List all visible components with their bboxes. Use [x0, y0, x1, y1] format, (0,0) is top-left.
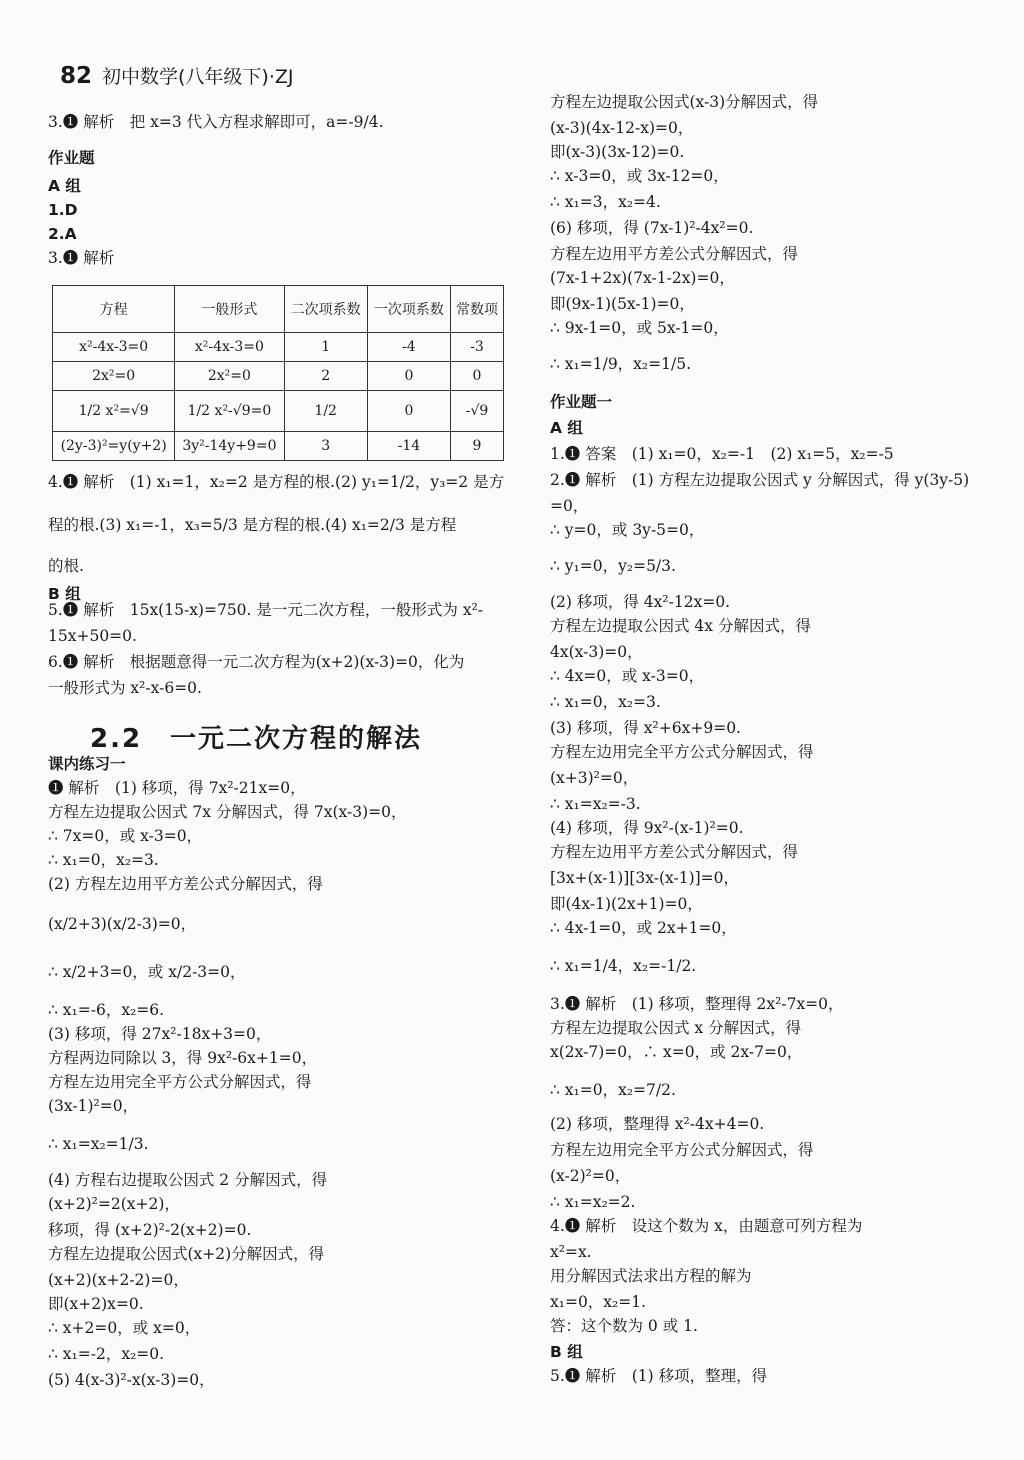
text-line: ∴ x₁=x₂=1/3.: [48, 1135, 149, 1153]
table-cell: 1/2 x²=√9: [53, 391, 175, 432]
text-line: (4) 移项，得 9x²-(x-1)²=0.: [550, 819, 744, 837]
text-line: 方程左边提取公因式 7x 分解因式，得 7x(x-3)=0，: [48, 803, 407, 821]
text-line: (6) 移项，得 (7x-1)²-4x²=0.: [550, 219, 754, 237]
table-row: [53, 432, 504, 461]
text-line: (3) 移项，得 27x²-18x+3=0，: [48, 1025, 272, 1043]
text-line: 4.❶ 解析 (1) x₁=1，x₂=2 是方程的根.(2) y₁=1/2，y₃=2 是方: [48, 473, 505, 491]
text-line: 即(4x-1)(2x+1)=0，: [550, 895, 703, 913]
text-line: (x+2)(x+2-2)=0，: [48, 1271, 189, 1289]
text-line: ∴ y=0，或 3y-5=0，: [550, 521, 705, 539]
table-cell: -3: [451, 333, 504, 362]
text-line: 即(x+2)x=0.: [48, 1295, 144, 1313]
table-header-cell: 常数项: [451, 286, 504, 333]
text-line: ∴ x-3=0，或 3x-12=0，: [550, 167, 729, 185]
text-line: ∴ x₁=3，x₂=4.: [550, 193, 661, 211]
table-cell: x²-4x-3=0: [175, 333, 284, 362]
text-line: ∴ x₁=-6，x₂=6.: [48, 1001, 165, 1019]
text-line: 6.❶ 解析 根据题意得一元二次方程为(x+2)(x-3)=0，化为: [48, 653, 465, 671]
table-cell: (2y-3)²=y(y+2): [53, 432, 175, 461]
text-line: (2) 移项，得 4x²-12x=0.: [550, 593, 731, 611]
text-line: ∴ x₁=x₂=-3.: [550, 795, 641, 813]
text-line: (x-3)(4x-12-x)=0，: [550, 119, 694, 137]
text-line: 程的根.(3) x₁=-1，x₃=5/3 是方程的根.(4) x₁=2/3 是方程: [48, 516, 457, 534]
text-line: 即(x-3)(3x-12)=0.: [550, 143, 685, 161]
table-header-cell: 一次项系数: [367, 286, 450, 333]
text-line: (x+3)²=0，: [550, 769, 639, 787]
text-line: (7x-1+2x)(7x-1-2x)=0，: [550, 269, 735, 287]
section-heading: B 组: [48, 585, 81, 603]
text-line: 用分解因式法求出方程的解为: [550, 1267, 752, 1285]
text-line: 1.❶ 答案 (1) x₁=0，x₂=-1 (2) x₁=5，x₂=-5: [550, 445, 894, 463]
table-cell: 2x²=0: [175, 362, 284, 391]
text-line: 即(9x-1)(5x-1)=0，: [550, 295, 695, 313]
text-line: 2.❶ 解析 (1) 方程左边提取公因式 y 分解因式，得 y(3y-5): [550, 471, 970, 489]
text-line: 方程左边提取公因式 4x 分解因式，得: [550, 617, 811, 635]
text-line: 方程左边用完全平方公式分解因式，得: [550, 1141, 814, 1159]
text-line: =0，: [550, 497, 589, 515]
table-header-cell: 二次项系数: [284, 286, 367, 333]
text-line: 方程左边用完全平方公式分解因式，得: [48, 1073, 312, 1091]
section-heading: 1.D: [48, 201, 78, 219]
text-line: (4) 方程右边提取公因式 2 分解因式，得: [48, 1171, 328, 1189]
table-row: [53, 333, 504, 362]
text-line: (x/2+3)(x/2-3)=0，: [48, 915, 197, 933]
page-number: 82: [60, 63, 93, 89]
table-cell: 0: [367, 362, 450, 391]
text-line: ∴ x₁=1/9，x₂=1/5.: [550, 355, 691, 373]
text-line: ∴ 4x=0，或 x-3=0，: [550, 667, 705, 685]
section-heading: 作业题: [48, 149, 95, 167]
text-line: (5) 4(x-3)²-x(x-3)=0，: [48, 1371, 215, 1389]
text-line: 方程左边提取公因式 x 分解因式，得: [550, 1019, 802, 1037]
text-line: x₁=0，x₂=1.: [550, 1293, 647, 1311]
table-header-cell: 一般形式: [175, 286, 284, 333]
text-line: 的根.: [48, 557, 84, 575]
text-line: 答：这个数为 0 或 1.: [550, 1317, 698, 1335]
text-line: (2) 移项，整理得 x²-4x+4=0.: [550, 1115, 765, 1133]
table-cell: 0: [367, 391, 450, 432]
text-line: 5.❶ 解析 (1) 移项，整理，得: [550, 1367, 768, 1385]
text-line: ∴ x₁=1/4，x₂=-1/2.: [550, 957, 697, 975]
table-row: [53, 362, 504, 391]
text-line: 4.❶ 解析 设这个数为 x，由题意可列方程为: [550, 1217, 863, 1235]
text-line: x(2x-7)=0，∴ x=0，或 2x-7=0，: [550, 1043, 803, 1061]
table-cell: 1/2 x²-√9=0: [175, 391, 284, 432]
text-line: ∴ 9x-1=0，或 5x-1=0，: [550, 319, 729, 337]
text-line: ∴ x₁=-2，x₂=0.: [48, 1345, 165, 1363]
table-cell: 3: [284, 432, 367, 461]
table-cell: 1: [284, 333, 367, 362]
text-line: 15x+50=0.: [48, 627, 137, 645]
section-heading: A 组: [48, 177, 81, 195]
text-line: ∴ x/2+3=0，或 x/2-3=0，: [48, 963, 246, 981]
text-line: ❶ 解析 (1) 移项，得 7x²-21x=0，: [48, 779, 306, 797]
text-line: (x-2)²=0，: [550, 1167, 631, 1185]
table-row: [53, 391, 504, 432]
text-line: 3.❶ 解析 把 x=3 代入方程求解即可，a=-9/4.: [48, 113, 384, 131]
text-line: ∴ x₁=0，x₂=3.: [48, 851, 159, 869]
text-line: ∴ x₁=x₂=2.: [550, 1193, 636, 1211]
text-line: 方程左边用完全平方公式分解因式，得: [550, 743, 814, 761]
text-line: ∴ 7x=0，或 x-3=0，: [48, 827, 203, 845]
coefficient-table: [52, 285, 504, 461]
table-header-cell: 方程: [53, 286, 175, 333]
table-cell: 2: [284, 362, 367, 391]
table-cell: 3y²-14y+9=0: [175, 432, 284, 461]
table-cell: x²-4x-3=0: [53, 333, 175, 362]
text-line: ∴ 4x-1=0，或 2x+1=0，: [550, 919, 737, 937]
text-line: 方程左边提取公因式(x-3)分解因式，得: [550, 93, 819, 111]
text-line: (x+2)²=2(x+2)，: [48, 1195, 180, 1213]
page-header: [60, 62, 294, 89]
section-heading: 作业题一: [550, 393, 613, 411]
text-line: ∴ x+2=0，或 x=0，: [48, 1319, 201, 1337]
text-line: x²=x.: [550, 1243, 592, 1261]
table-cell: 2x²=0: [53, 362, 175, 391]
section-heading: A 组: [550, 419, 583, 437]
table-header-row: [53, 286, 504, 333]
table-cell: -√9: [451, 391, 504, 432]
text-line: 5.❶ 解析 15x(15-x)=750. 是一元二次方程，一般形式为 x²-: [48, 601, 484, 619]
table-cell: -4: [367, 333, 450, 362]
text-line: (2) 方程左边用平方差公式分解因式，得: [48, 875, 323, 893]
text-line: ∴ y₁=0，y₂=5/3.: [550, 557, 676, 575]
book-title: 初中数学(八年级下)·ZJ: [102, 66, 294, 88]
text-line: 3.❶ 解析 (1) 移项，整理得 2x²-7x=0，: [550, 995, 844, 1013]
section-heading: 课内练习一: [48, 755, 126, 773]
text-line: 3.❶ 解析: [48, 249, 115, 267]
table-cell: 9: [451, 432, 504, 461]
text-line: 方程左边用平方差公式分解因式，得: [550, 843, 799, 861]
text-line: 一般形式为 x²-x-6=0.: [48, 679, 202, 697]
text-line: (3) 移项，得 x²+6x+9=0.: [550, 719, 741, 737]
text-line: 4x(x-3)=0，: [550, 643, 643, 661]
section-heading: B 组: [550, 1343, 583, 1361]
text-line: 方程两边同除以 3，得 9x²-6x+1=0，: [48, 1049, 318, 1067]
section-title: 2.2 一元二次方程的解法: [90, 724, 423, 754]
text-line: (3x-1)²=0，: [48, 1097, 139, 1115]
section-heading: 2.A: [48, 225, 77, 243]
table-cell: 1/2: [284, 391, 367, 432]
table-cell: 0: [451, 362, 504, 391]
table-cell: -14: [367, 432, 450, 461]
text-line: ∴ x₁=0，x₂=7/2.: [550, 1081, 676, 1099]
text-line: ∴ x₁=0，x₂=3.: [550, 693, 661, 711]
text-line: 方程左边提取公因式(x+2)分解因式，得: [48, 1245, 325, 1263]
text-line: 移项，得 (x+2)²-2(x+2)=0.: [48, 1221, 252, 1239]
text-line: [3x+(x-1)][3x-(x-1)]=0，: [550, 869, 740, 887]
text-line: 方程左边用平方差公式分解因式，得: [550, 245, 799, 263]
